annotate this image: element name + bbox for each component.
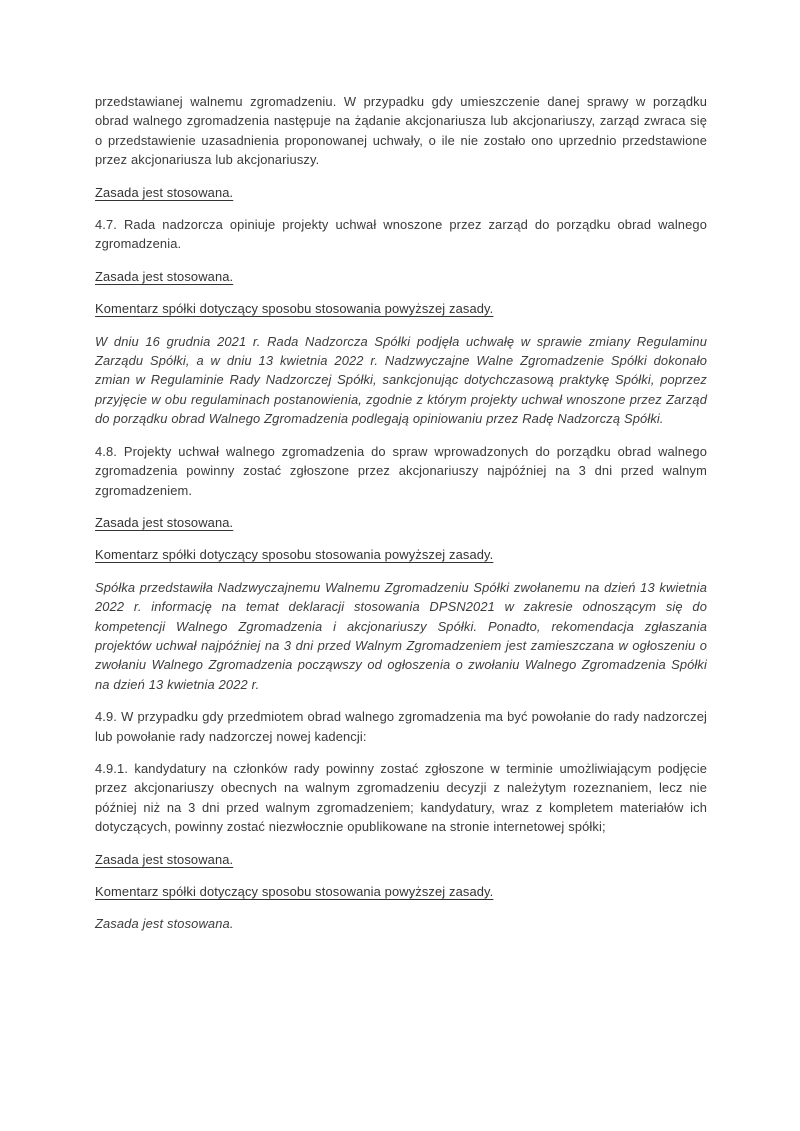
commentary-text-principle-4-7: W dniu 16 grudnia 2021 r. Rada Nadzorcza Spółki podjęła uchwałę w sprawie zmiany Regulaminu Zarządu Spółki, a w dniu 13 kwietnia 2022 r. Nadzwyczajne Walne Zgromadzenie Spółki dokonało zmian w Regulaminie Rady Nadzorczej Spółki, sankcjonując dotychczasową praktykę Spółki, poprzez przyjęcie w obu regulaminach postanowienia, zgodnie z którym projekty uchwał wnoszone przez Zarząd do porządku obrad Walnego Zgromadzenia podlegają opiniowaniu przez Radę Nadzorczą Spółki. — [95, 333, 707, 427]
commentary-text-principle-4-9-1: Zasada jest stosowana. — [95, 916, 234, 932]
status-line-principle-4-6: Zasada jest stosowana. — [95, 184, 234, 200]
commentary-label-principle-4-8: Komentarz spółki dotyczący sposobu stosowania powyższej zasady. — [95, 547, 494, 563]
paragraph-principle-4-8: 4.8. Projekty uchwał walnego zgromadzenia do spraw wprowadzonych do porządku obrad walnego zgromadzenia powinny zostać zgłoszone przez akcjonariuszy najpóźniej na 3 dni przed walnym zgromadzeniem. — [95, 443, 707, 498]
paragraph-principle-4-9-1: 4.9.1. kandydatury na członków rady powinny zostać zgłoszone w terminie umożliwiającym podjęcie przez akcjonariuszy obecnych na walnym zgromadzeniu decyzji z należytym rozeznaniem, lecz nie później niż na 3 dni przed walnym zgromadzeniem; kandydatury, wraz z kompletem materiałów ich dotyczących, powinny zostać niezwłocznie opublikowane na stronie internetowej spółki; — [95, 760, 707, 835]
commentary-label-principle-4-7: Komentarz spółki dotyczący sposobu stosowania powyższej zasady. — [95, 301, 494, 317]
paragraph-principle-4-9: 4.9. W przypadku gdy przedmiotem obrad walnego zgromadzenia ma być powołanie do rady nadzorczej lub powołanie rady nadzorczej nowej kadencji: — [95, 709, 707, 744]
commentary-text-principle-4-8: Spółka przedstawiła Nadzwyczajnemu Walnemu Zgromadzeniu Spółki zwołanemu na dzień 13 kwietnia 2022 r. informację na temat deklaracji stosowania DPSN2021 w zakresie odnoszącym się do kompetencji Walnego Zgromadzenia i akcjonariuszy Spółki. Ponadto, rekomendacja zgłaszania projektów uchwał najpóźniej na 3 dni przed Walnym Zgromadzeniem jest zamieszczana w ogłoszeniu o zwołaniu Walnego Zgromadzenia począwszy od ogłoszenia o zwołaniu Walnego Zgromadzenia Spółki na dzień 13 kwietnia 2022 r. — [95, 579, 707, 692]
status-line-principle-4-9-1: Zasada jest stosowana. — [95, 851, 234, 867]
status-line-principle-4-8: Zasada jest stosowana. — [95, 514, 234, 530]
commentary-label-principle-4-9-1: Komentarz spółki dotyczący sposobu stosowania powyższej zasady. — [95, 884, 494, 899]
paragraph-intro-continuation: przedstawianej walnemu zgromadzeniu. W przypadku gdy umieszczenie danej sprawy w porządku obrad walnego zgromadzenia następuje na żądanie akcjonariusza lub akcjonariuszy, zarząd zwraca się o przedstawienie uzasadnienia proponowanej uchwały, o ile nie zostało ono uprzednio przedstawione przez akcjonariusza lub akcjonariuszy. — [95, 94, 707, 168]
document-content — [95, 92, 707, 945]
status-line-principle-4-7: Zasada jest stosowana. — [95, 268, 234, 284]
paragraph-principle-4-7: 4.7. Rada nadzorcza opiniuje projekty uchwał wnoszone przez zarząd do porządku obrad walnego zgromadzenia. — [95, 217, 707, 252]
